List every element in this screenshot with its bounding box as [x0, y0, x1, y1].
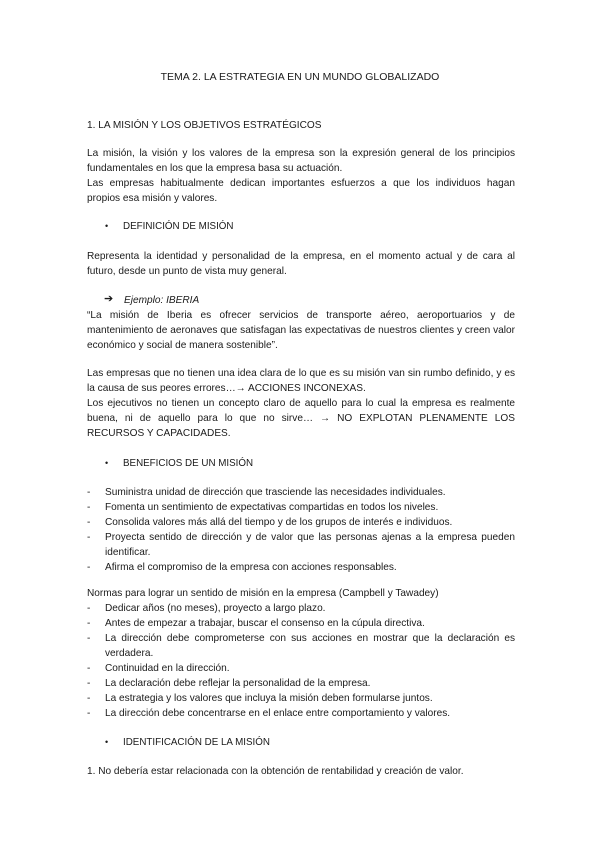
- subsection-heading: BENEFICIOS DE UN MISIÓN: [123, 458, 254, 469]
- paragraph: Los ejecutivos no tienen un concepto claro de aquello para lo cual la empresa es realmente buena, ni de aquello para lo que no sirve… → NO EXPLOTAN PLENAMENTE LOS RECURSOS Y CAPACIDADES.: [87, 398, 515, 439]
- list-item: - Fomenta un sentimiento de expectativas compartidas en todos los niveles.: [87, 502, 439, 513]
- list-item: - Suministra unidad de dirección que trasciende las necesidades individuales.: [87, 487, 446, 498]
- section-intro: [87, 146, 515, 206]
- paragraph: Representa la identidad y personalidad de la empresa, en el momento actual y de cara al futuro, desde un punto de vista muy general.: [87, 251, 515, 277]
- definicion-consequences: [87, 366, 515, 441]
- subsection-heading: DEFINICIÓN DE MISIÓN: [123, 221, 234, 232]
- paragraph: 1. No debería estar relacionada con la obtención de rentabilidad y creación de valor.: [87, 766, 464, 777]
- normas-block: [87, 586, 515, 721]
- document-title: TEMA 2. LA ESTRATEGIA EN UN MUNDO GLOBALIZADO: [160, 71, 440, 83]
- example-label: Ejemplo: IBERIA: [124, 295, 200, 306]
- list-item: - Proyecta sentido de dirección y de valor que las personas ajenas a la empresa pueden identificar.: [87, 532, 515, 558]
- identificacion-body: [87, 764, 515, 779]
- list-item: - Antes de empezar a trabajar, buscar el consenso en la cúpula directiva.: [87, 618, 425, 629]
- bullet-icon: •: [105, 221, 109, 231]
- bullet-icon: •: [105, 737, 109, 747]
- paragraph: La misión, la visión y los valores de la empresa son la expresión general de los principios fundamentales en los que la empresa basa su actuación.: [87, 148, 515, 174]
- list-item: - Afirma el compromiso de la empresa con acciones responsables.: [87, 562, 397, 573]
- list-item: - Continuidad en la dirección.: [87, 663, 230, 674]
- bullet-icon: •: [105, 458, 109, 468]
- paragraph: Las empresas que no tienen una idea clara de lo que es su misión van sin rumbo definido, y es la causa de sus peores errores…→ ACCIONES INCONEXAS.: [87, 368, 515, 394]
- quote-text: “La misión de Iberia es ofrecer servicios de transporte aéreo, aeroportuarios y de mantenimiento de aeronaves que satisfagan las expectativas de nuestros clientes y creen valor económico y social de manera sostenible”.: [87, 310, 515, 351]
- list-item: - Consolida valores más allá del tiempo y de los grupos de interés e individuos.: [87, 517, 453, 528]
- normas-intro: Normas para lograr un sentido de misión en la empresa (Campbell y Tawadey): [87, 588, 439, 599]
- list-item: - La dirección debe concentrarse en el enlace entre comportamiento y valores.: [87, 708, 451, 719]
- list-item: - La estrategia y los valores que incluya la misión deben formularse juntos.: [87, 693, 433, 704]
- arrow-right-icon: ➔: [104, 293, 114, 305]
- list-item: - La declaración debe reflejar la personalidad de la empresa.: [87, 678, 371, 689]
- list-item: - Dedicar años (no meses), proyecto a largo plazo.: [87, 603, 326, 614]
- beneficios-list: [87, 485, 515, 575]
- definicion-body: [87, 249, 515, 279]
- list-item: - La dirección debe comprometerse con sus acciones en mostrar que la declaración es verdadera.: [87, 633, 515, 659]
- subsection-heading: IDENTIFICACIÓN DE LA MISIÓN: [123, 737, 270, 748]
- paragraph: Las empresas habitualmente dedican importantes esfuerzos a que los individuos hagan propios esa misión y valores.: [87, 178, 515, 204]
- section-heading: 1. LA MISIÓN Y LOS OBJETIVOS ESTRATÉGICOS: [87, 120, 322, 131]
- example-quote: [87, 308, 515, 353]
